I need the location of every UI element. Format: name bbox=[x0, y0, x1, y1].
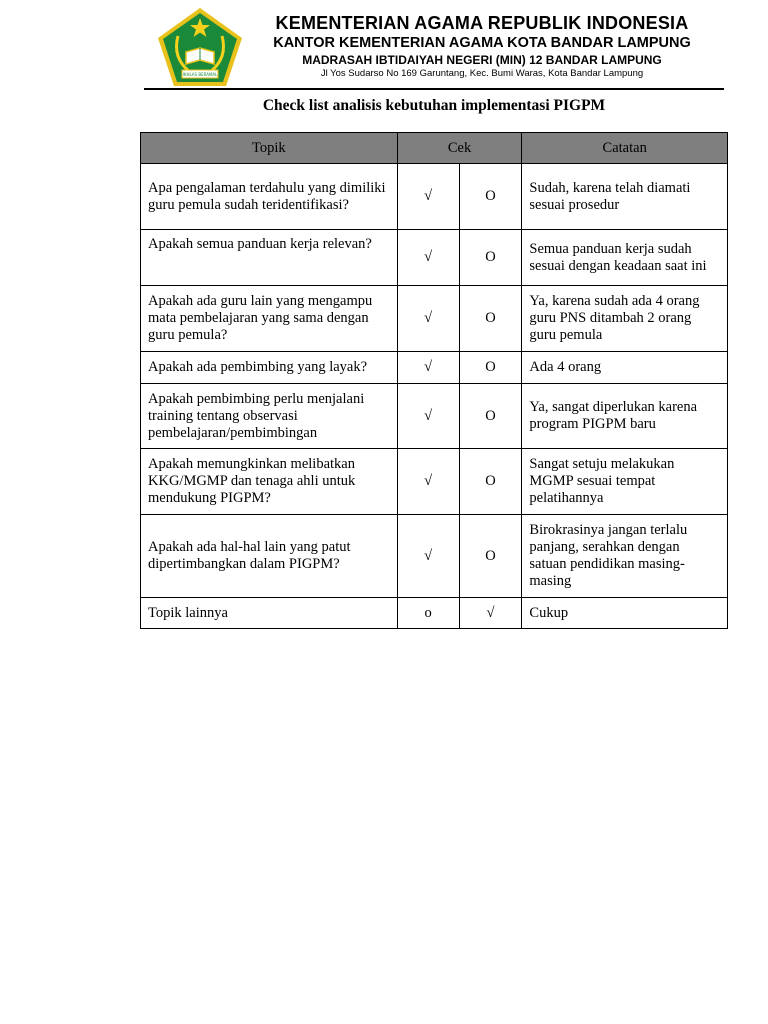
header-cek: Cek bbox=[397, 133, 522, 164]
catatan-cell: Cukup bbox=[522, 598, 728, 629]
header-catatan: Catatan bbox=[522, 133, 728, 164]
catatan-cell: Ada 4 orang bbox=[522, 352, 728, 384]
topik-cell: Apakah semua panduan kerja relevan? bbox=[141, 230, 398, 286]
topik-cell: Apakah ada guru lain yang mengampu mata pembelajaran yang sama dengan guru pemula? bbox=[141, 286, 398, 352]
logo-motto: IKHLAS BERAMAL bbox=[182, 72, 218, 77]
cek-yes-cell: √ bbox=[397, 449, 459, 515]
cek-yes-cell: √ bbox=[397, 384, 459, 449]
table-row bbox=[141, 515, 728, 598]
table-row bbox=[141, 598, 728, 629]
cek-yes-cell: √ bbox=[397, 164, 459, 230]
topik-cell: Apakah ada pembimbing yang layak? bbox=[141, 352, 398, 384]
letterhead bbox=[144, 6, 724, 90]
table-row bbox=[141, 449, 728, 515]
catatan-cell: Sangat setuju melakukan MGMP sesuai tempat pelatihannya bbox=[522, 449, 728, 515]
topik-cell: Topik lainnya bbox=[141, 598, 398, 629]
header-topik: Topik bbox=[141, 133, 398, 164]
catatan-cell: Ya, sangat diperlukan karena program PIGPM baru bbox=[522, 384, 728, 449]
catatan-cell: Semua panduan kerja sudah sesuai dengan keadaan saat ini bbox=[522, 230, 728, 286]
topik-cell: Apakah ada hal-hal lain yang patut dipertimbangkan dalam PIGPM? bbox=[141, 515, 398, 598]
kementerian-agama-emblem-icon bbox=[156, 6, 244, 88]
cek-yes-cell: √ bbox=[397, 515, 459, 598]
topik-cell: Apakah pembimbing perlu menjalani training tentang observasi pembelajaran/pembimbingan bbox=[141, 384, 398, 449]
cek-no-cell: O bbox=[459, 286, 522, 352]
document-title: Check list analisis kebutuhan implementasi PIGPM bbox=[262, 97, 606, 114]
table-header-row bbox=[141, 133, 728, 164]
topik-cell: Apakah memungkinkan melibatkan KKG/MGMP dan tenaga ahli untuk mendukung PIGPM? bbox=[141, 449, 398, 515]
cek-yes-cell: √ bbox=[397, 352, 459, 384]
catatan-cell: Ya, karena sudah ada 4 orang guru PNS ditambah 2 orang guru pemula bbox=[522, 286, 728, 352]
catatan-cell: Birokrasinya jangan terlalu panjang, serahkan dengan satuan pendidikan masing-masing bbox=[522, 515, 728, 598]
school-name: MADRASAH IBTIDAIYAH NEGERI (MIN) 12 BANDAR LAMPUNG bbox=[302, 52, 662, 67]
table-row bbox=[141, 286, 728, 352]
cek-yes-cell: √ bbox=[397, 286, 459, 352]
cek-yes-cell: o bbox=[397, 598, 459, 629]
table-row bbox=[141, 352, 728, 384]
cek-no-cell: O bbox=[459, 449, 522, 515]
table-row bbox=[141, 230, 728, 286]
catatan-cell: Sudah, karena telah diamati sesuai prosedur bbox=[522, 164, 728, 230]
cek-no-cell: √ bbox=[459, 598, 522, 629]
school-address: Jl Yos Sudarso No 169 Garuntang, Kec. Bumi Waras, Kota Bandar Lampung bbox=[320, 67, 644, 79]
checklist-table bbox=[140, 132, 728, 629]
organization-name-block bbox=[240, 14, 724, 78]
cek-no-cell: O bbox=[459, 164, 522, 230]
ministry-name: KEMENTERIAN AGAMA REPUBLIK INDONESIA bbox=[275, 13, 689, 33]
cek-yes-cell: √ bbox=[397, 230, 459, 286]
table-row bbox=[141, 164, 728, 230]
table-row bbox=[141, 384, 728, 449]
office-name: KANTOR KEMENTERIAN AGAMA KOTA BANDAR LAMPUNG bbox=[273, 35, 691, 51]
cek-no-cell: O bbox=[459, 515, 522, 598]
letterhead-divider bbox=[144, 88, 724, 90]
cek-no-cell: O bbox=[459, 352, 522, 384]
cek-no-cell: O bbox=[459, 230, 522, 286]
cek-no-cell: O bbox=[459, 384, 522, 449]
topik-cell: Apa pengalaman terdahulu yang dimiliki guru pemula sudah teridentifikasi? bbox=[141, 164, 398, 230]
